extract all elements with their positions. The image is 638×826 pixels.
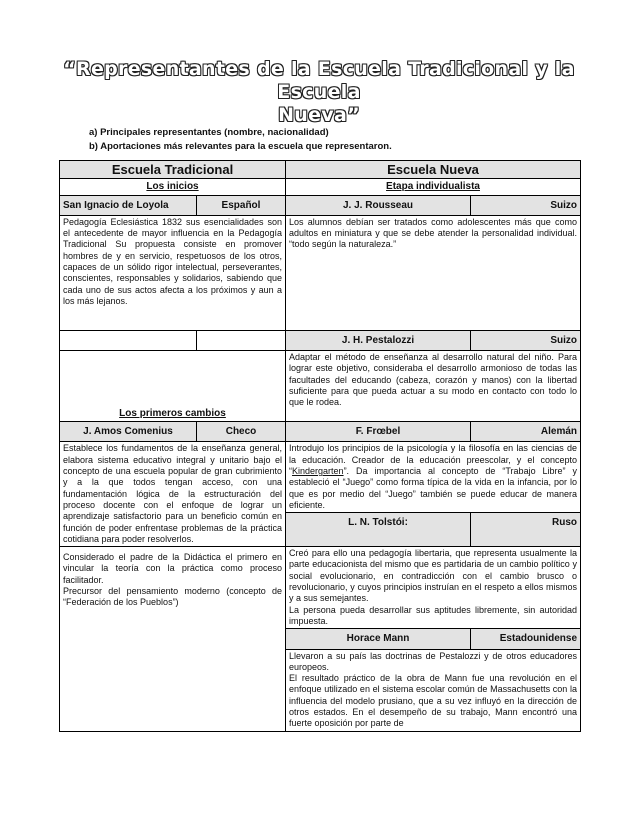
- froebel-name: F. Frœbel: [286, 422, 471, 442]
- kindergarten-link[interactable]: Kindergarten: [292, 466, 344, 477]
- tolstoi-name: L. N. Tolstói:: [286, 513, 471, 547]
- comenius-didactica: Considerado el padre de la Didáctica el primero en vincular la teoría con la práctica como proceso facilitador.: [63, 552, 283, 585]
- content-row: [60, 351, 581, 422]
- pestalozzi-nationality: Suizo: [471, 330, 581, 350]
- comenius-text-2: [60, 547, 286, 731]
- rousseau-name: J. J. Rousseau: [286, 195, 471, 215]
- name-row: [60, 195, 581, 215]
- loyola-nationality: Español: [197, 195, 286, 215]
- instructions: [89, 126, 392, 154]
- comenius-precursor: Precursor del pensamiento moderno (concepto de “Federación de los Pueblos”): [63, 586, 283, 608]
- mann-nationality: Estadounidense: [471, 629, 581, 649]
- comenius-text-1: Establece los fundamentos de la enseñanza general, elabora sistema educativo integral y unitario bajo el concepto de una escuela popular de gran cubrimiento y a la que todos tengan acceso, con una fundamentación lógica de la estructuración del proceso docente con el enfoque de lograr un aprendizaje satisfactorio para un beneficio común en función de poder enfrentase problemas de la práctica cotidiana para poder resolverlos.: [60, 442, 286, 547]
- comparison-table: [59, 160, 581, 732]
- comenius-nationality: Checo: [197, 422, 286, 442]
- name-row: [60, 422, 581, 442]
- loyola-name: San Ignacio de Loyola: [60, 195, 197, 215]
- mann-text: Llevaron a su país las doctrinas de Pestalozzi y de otros educadores europeos. El resultado práctico de la obra de Mann fue una revolución en el enfoque utilizado en el sistema escolar común de Massachusetts con la influencia del modelo prusiano, que a su vez influyó en la dirección de otros estados. En el desempeño de su trabajo, Mann encontró una fuerte oposición por parte de: [286, 649, 581, 731]
- section-individualista: Etapa individualista: [286, 179, 581, 195]
- section-primeros-cambios: Los primeros cambios: [60, 351, 286, 422]
- name-row: [60, 330, 581, 350]
- content-row: [60, 547, 581, 629]
- pestalozzi-name: J. H. Pestalozzi: [286, 330, 471, 350]
- title-line-1: “Representantes de la Escuela Tradicional y la Escuela: [63, 58, 575, 103]
- tolstoi-nationality: Ruso: [471, 513, 581, 547]
- instruction-b: b) Aportaciones más relevantes para la escuela que representaron.: [89, 141, 392, 152]
- section-inicios: Los inicios: [60, 179, 286, 195]
- content-row: [60, 215, 581, 330]
- rousseau-nationality: Suizo: [471, 195, 581, 215]
- froebel-nationality: Alemán: [471, 422, 581, 442]
- content-row: [60, 442, 581, 513]
- comenius-name: J. Amos Comenius: [60, 422, 197, 442]
- header-row: [60, 161, 581, 179]
- mann-name: Horace Mann: [286, 629, 471, 649]
- empty-cell: [60, 330, 197, 350]
- pestalozzi-text: Adaptar el método de enseñanza al desarrollo natural del niño. Para lograr este objetivo, consideraba el desarrollo armonioso de todas las facultades del educando (cabeza, corazón y manos) con la libertad suficiente para que pueda actuar a su modo en contacto con todo lo que le rodea.: [286, 351, 581, 422]
- section-row: [60, 179, 581, 195]
- empty-cell: [197, 330, 286, 350]
- froebel-text: Introdujo los principios de la psicología y la filosofía en las ciencias de la educación. Creador de la educación preescolar, y el concepto “Kindergarten”. Da importancia al concepto de “Trabajo Libre” y estableció el “Juego” como forma típica de la vida en la infancia, por lo que es por medio del “Juego” también se puede educar de manera eficiente.: [286, 442, 581, 513]
- loyola-text: Pedagogía Eclesiástica 1832 sus esencialidades son el antecedente de mayor influencia en la Pedagogía Tradicional Su propuesta consiste en promover hombres de y en servicio, respetuosos de los otros, capaces de un sólido rigor intelectual, perseverantes, conscientes, responsables y solidarios, sabiendo que cada uno de sus actos afecta a los próximos y aun a los más lejanos.: [60, 215, 286, 330]
- rousseau-text: Los alumnos debían ser tratados como adolescentes más que como adultos en miniatura y que se debe atender la personalidad individual. “todo según la naturaleza.”: [286, 215, 581, 330]
- title-line-2: Nueva”: [278, 104, 360, 126]
- instruction-a: a) Principales representantes (nombre, nacionalidad): [89, 127, 329, 138]
- header-nueva: Escuela Nueva: [286, 161, 581, 179]
- document-title: [40, 58, 598, 127]
- header-tradicional: Escuela Tradicional: [60, 161, 286, 179]
- tolstoi-text: Creó para ello una pedagogía libertaria, que representa usualmente la parte educacionista del mismo que es partidaria de un cambio político y social evolucionario, en contradicción con el cambio brusco o revolucionario, y cuyos principios instruían en el respeto a ellos mismos y a sus semejantes. La persona pueda desarrollar sus aptitudes libremente, sin autoridad impuesta.: [286, 547, 581, 629]
